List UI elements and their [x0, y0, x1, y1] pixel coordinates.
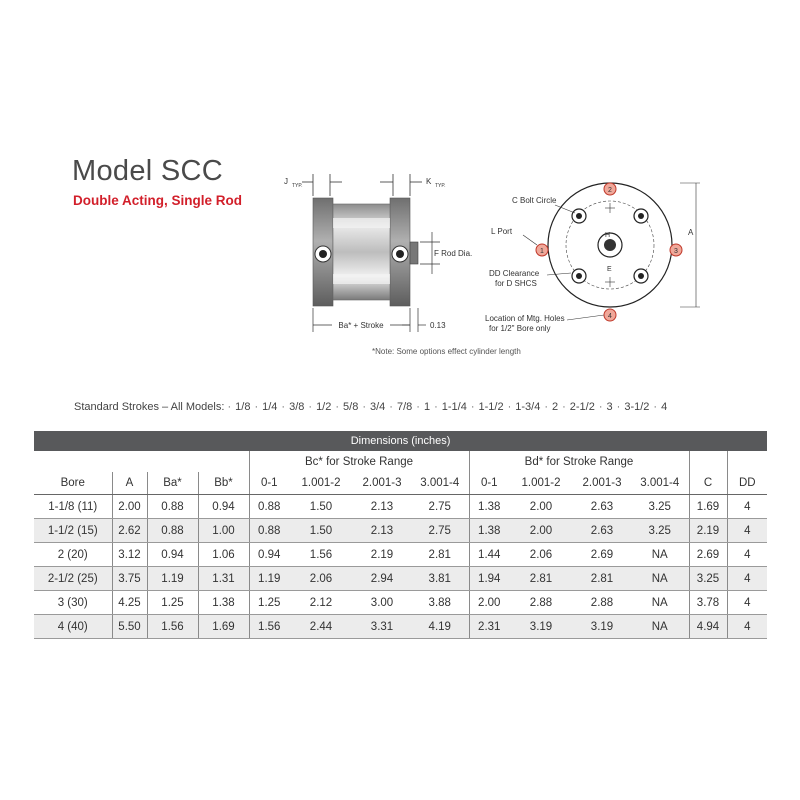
bolt-hole-icon [638, 213, 644, 219]
table-cell: 3 (30) [34, 591, 112, 615]
table-cell: 1.44 [469, 543, 509, 567]
column-header: 1.001-2 [509, 472, 573, 495]
cylinder-side-view-figure [280, 170, 473, 345]
table-cell: 0.94 [249, 543, 289, 567]
mtg-holes-label-1: Location of Mtg. Holes [485, 314, 565, 323]
column-header: 2.001-3 [353, 472, 411, 495]
table-cell: 4 (40) [34, 615, 112, 639]
table-cell: 1.38 [469, 519, 509, 543]
table-row [34, 495, 767, 519]
table-cell: 2.81 [509, 567, 573, 591]
stroke-value: 1-1/2 [478, 401, 504, 413]
column-header: 0-1 [249, 472, 289, 495]
table-cell: 3.75 [112, 567, 147, 591]
stroke-separator: · [335, 401, 340, 413]
dd-clear-label-1: DD Clearance [489, 269, 540, 278]
table-cell: 1.25 [147, 591, 198, 615]
bolt-hole-icon [576, 213, 582, 219]
stroke-value: 3 [606, 401, 613, 413]
table-cell: 2.00 [509, 495, 573, 519]
column-header: Ba* [147, 472, 198, 495]
stroke-value: 5/8 [343, 401, 359, 413]
rod-end-icon [604, 239, 616, 251]
stroke-list [227, 401, 671, 413]
table-cell: 1.56 [289, 543, 353, 567]
column-header: A [112, 472, 147, 495]
stroke-separator: · [507, 401, 512, 413]
stroke-separator: · [544, 401, 548, 413]
table-cell: 4 [727, 615, 767, 639]
table-row [34, 591, 767, 615]
table-cell: 3.81 [411, 567, 469, 591]
table-cell: 1.50 [289, 495, 353, 519]
table-cell: NA [631, 591, 689, 615]
stroke-value: 1/2 [316, 401, 332, 413]
dimensions-table [34, 431, 767, 639]
l-port-label: L Port [491, 227, 513, 236]
table-cell: 2.81 [411, 543, 469, 567]
column-header: C [689, 472, 727, 495]
column-header: Bore [34, 472, 112, 495]
table-cell: 3.19 [509, 615, 573, 639]
table-cell: 3.00 [353, 591, 411, 615]
table-cell: 1.38 [198, 591, 249, 615]
j-typ-label: TYP. [292, 183, 303, 189]
table-cell: 2.63 [573, 495, 631, 519]
barrel-highlight [333, 218, 390, 228]
stroke-value: 3/8 [289, 401, 305, 413]
table-banner: Dimensions (inches) [34, 431, 767, 451]
table-cell: 1.56 [249, 615, 289, 639]
column-header: Bb* [198, 472, 249, 495]
table-cell: 0.88 [249, 519, 289, 543]
table-cell: 3.25 [631, 519, 689, 543]
table-cell: 3.25 [631, 495, 689, 519]
e-label: E [607, 266, 612, 273]
table-body [34, 495, 767, 639]
stroke-separator: · [362, 401, 366, 413]
table-cell: 2.13 [353, 495, 411, 519]
stroke-value: 1 [423, 401, 431, 413]
table-cell: 5.50 [112, 615, 147, 639]
stroke-value: 2-1/2 [569, 401, 595, 413]
page-title: Model SCC [72, 155, 223, 187]
table-cell: 3.19 [573, 615, 631, 639]
c-bolt-label: C Bolt Circle [512, 196, 557, 205]
table-cell: 4.25 [112, 591, 147, 615]
table-cell: 2 (20) [34, 543, 112, 567]
ba-stroke-label: Ba* + Stroke [338, 321, 384, 330]
table-cell: 2.12 [289, 591, 353, 615]
table-cell: 4.94 [689, 615, 727, 639]
table-cell: 0.94 [198, 495, 249, 519]
table-cell: 2.00 [112, 495, 147, 519]
piston-rod [410, 242, 418, 264]
table-cell: 2.06 [289, 567, 353, 591]
table-cell: 1.19 [147, 567, 198, 591]
header-spacer [689, 451, 727, 472]
table-cell: 2.31 [469, 615, 509, 639]
stroke-separator: · [616, 401, 621, 413]
table-cell: 3.78 [689, 591, 727, 615]
table-row [34, 519, 767, 543]
port-icon [319, 250, 327, 258]
table-cell: 3.88 [411, 591, 469, 615]
standard-strokes-line [74, 401, 671, 413]
column-header: 0-1 [469, 472, 509, 495]
stroke-value: 3-1/2 [624, 401, 650, 413]
table-cell: 2.62 [112, 519, 147, 543]
table-cell: 2.19 [353, 543, 411, 567]
table-cell: 4 [727, 519, 767, 543]
standard-strokes-label: Standard Strokes – All Models: [74, 401, 225, 413]
j-label: J [284, 177, 288, 186]
port-2-label: 2 [608, 187, 612, 194]
stroke-separator: · [653, 401, 658, 413]
table-cell: 0.88 [147, 495, 198, 519]
stroke-value: 3/4 [370, 401, 386, 413]
table-cell: 0.88 [147, 519, 198, 543]
k-label: K [426, 177, 432, 186]
page-subtitle: Double Acting, Single Rod [73, 193, 242, 208]
table-cell: 2.75 [411, 519, 469, 543]
leader-line [567, 315, 604, 320]
stroke-value: 1-1/4 [441, 401, 467, 413]
table-cell: 2.94 [353, 567, 411, 591]
a-label: A [688, 228, 694, 237]
bd-group-header: Bd* for Stroke Range [469, 451, 689, 472]
table-cell: 1.69 [198, 615, 249, 639]
stroke-value: 1/4 [262, 401, 278, 413]
header-spacer [727, 451, 767, 472]
column-header: 2.001-3 [573, 472, 631, 495]
table-cell: 4 [727, 495, 767, 519]
table-cell: 1-1/2 (15) [34, 519, 112, 543]
table-cell: 2.81 [573, 567, 631, 591]
bc-group-header: Bc* for Stroke Range [249, 451, 469, 472]
cylinder-end-view-figure [485, 175, 710, 345]
table-cell: 2.00 [509, 519, 573, 543]
stroke-separator: · [281, 401, 286, 413]
column-header: 1.001-2 [289, 472, 353, 495]
stroke-separator: · [389, 401, 393, 413]
table-cell: 2.88 [509, 591, 573, 615]
stroke-separator: · [227, 401, 232, 413]
table-cell: NA [631, 567, 689, 591]
table-cell: 4 [727, 591, 767, 615]
table-cell: 1.31 [198, 567, 249, 591]
table-cell: 1.06 [198, 543, 249, 567]
stroke-value: 1-3/4 [515, 401, 541, 413]
leader-line [523, 235, 537, 245]
stroke-separator: · [308, 401, 313, 413]
table-cell: 1.94 [469, 567, 509, 591]
stroke-value: 2 [551, 401, 559, 413]
table-cell: 2.69 [573, 543, 631, 567]
column-header: DD [727, 472, 767, 495]
dim-013-label: 0.13 [430, 321, 446, 330]
f-rod-label: F Rod Dia. [434, 249, 473, 258]
port-icon [396, 250, 404, 258]
stroke-value: 4 [661, 401, 668, 413]
table-cell: 2.75 [411, 495, 469, 519]
table-cell: 1.00 [198, 519, 249, 543]
stroke-separator: · [254, 401, 259, 413]
table-cell: 4 [727, 567, 767, 591]
port-3-label: 3 [674, 248, 678, 255]
table-cell: 2.69 [689, 543, 727, 567]
port-1-label: 1 [540, 248, 544, 255]
table-cell: 2.63 [573, 519, 631, 543]
h-label: H [605, 232, 611, 239]
table-row [34, 567, 767, 591]
table-cell: 2-1/2 (25) [34, 567, 112, 591]
stroke-value: 7/8 [396, 401, 413, 413]
stroke-separator: · [598, 401, 603, 413]
table-cell: 3.31 [353, 615, 411, 639]
stroke-separator: · [562, 401, 566, 413]
table-cell: 1.19 [249, 567, 289, 591]
table-cell: NA [631, 543, 689, 567]
table-row [34, 615, 767, 639]
bolt-hole-icon [638, 273, 644, 279]
table-cell: 4 [727, 543, 767, 567]
table-cell: 0.94 [147, 543, 198, 567]
column-header-row [34, 472, 767, 495]
table-cell: 0.88 [249, 495, 289, 519]
table-cell: 1.25 [249, 591, 289, 615]
stroke-separator: · [434, 401, 438, 413]
table-cell: 2.13 [353, 519, 411, 543]
stroke-separator: · [470, 401, 475, 413]
table-cell: 3.25 [689, 567, 727, 591]
table-cell: 4.19 [411, 615, 469, 639]
stroke-value: 1/8 [235, 401, 251, 413]
table-cell: NA [631, 615, 689, 639]
barrel-highlight [333, 274, 390, 284]
table-cell: 2.06 [509, 543, 573, 567]
column-header: 3.001-4 [411, 472, 469, 495]
table-cell: 1-1/8 (11) [34, 495, 112, 519]
table-cell: 1.69 [689, 495, 727, 519]
options-note: *Note: Some options effect cylinder length [372, 347, 521, 356]
table-cell: 1.50 [289, 519, 353, 543]
port-4-label: 4 [608, 313, 612, 320]
table-row [34, 543, 767, 567]
table-cell: 2.88 [573, 591, 631, 615]
table-cell: 3.12 [112, 543, 147, 567]
table-cell: 1.56 [147, 615, 198, 639]
column-header: 3.001-4 [631, 472, 689, 495]
bolt-hole-icon [576, 273, 582, 279]
header-spacer [34, 451, 249, 472]
table-cell: 2.44 [289, 615, 353, 639]
table-cell: 2.19 [689, 519, 727, 543]
table-cell: 2.00 [469, 591, 509, 615]
dd-clear-label-2: for D SHCS [495, 279, 537, 288]
k-typ-label: TYP. [435, 183, 446, 189]
mtg-holes-label-2: for 1/2" Bore only [489, 324, 551, 333]
table-cell: 1.38 [469, 495, 509, 519]
stroke-separator: · [416, 401, 420, 413]
